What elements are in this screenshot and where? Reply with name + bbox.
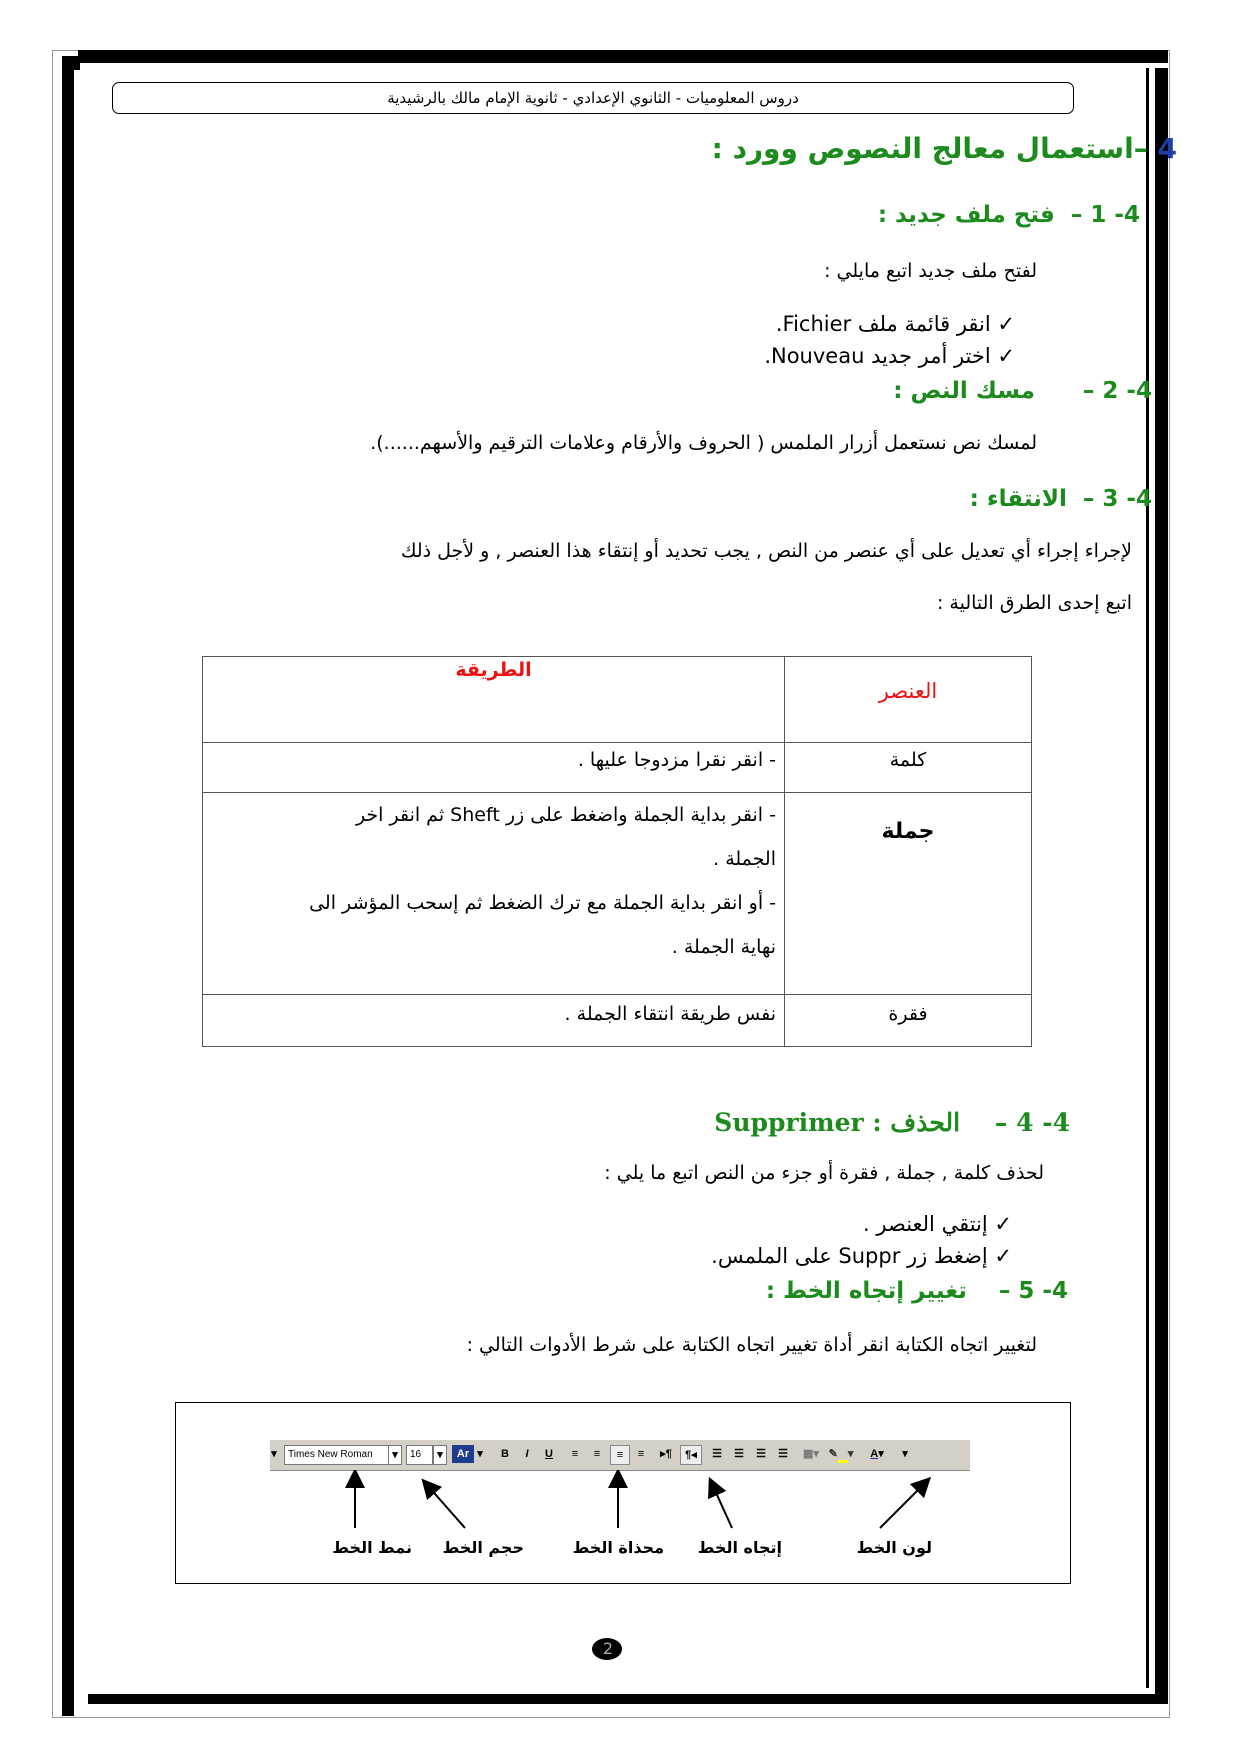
table-cell-method: نفس طريقة انتقاء الجملة . <box>203 995 785 1047</box>
table-row <box>203 793 1032 995</box>
bullets-icon[interactable]: ☰ <box>734 1448 744 1460</box>
label-font-color: لون الخط <box>856 1538 932 1557</box>
table-header-row <box>203 657 1032 743</box>
numbering-icon[interactable]: ☰ <box>712 1448 722 1460</box>
table-row <box>203 743 1032 793</box>
subsection-5-number: 4- 5 – <box>998 1278 1068 1304</box>
borders-icon[interactable]: ▦▾ <box>803 1448 819 1460</box>
font-color-icon[interactable]: A▾ <box>870 1448 884 1460</box>
subsection-5-title-text: تغيير إتجاه الخط : <box>765 1278 967 1304</box>
style-dropdown-icon[interactable]: ▾ <box>477 1448 483 1460</box>
formatting-toolbar <box>270 1440 970 1471</box>
table-cell-method <box>203 793 785 995</box>
page-header: دروس المعلوميات - الثانوي الإعدادي - ثانوية الإمام مالك بالرشيدية <box>112 82 1074 114</box>
subsection-1-title <box>878 202 1140 228</box>
frame-bottom-bar <box>88 1694 1168 1704</box>
toolbar-options-icon[interactable]: ▾ <box>902 1448 908 1460</box>
font-size-value: 16 <box>410 1449 422 1460</box>
header-method-label: الطريقة <box>455 659 532 681</box>
table-header-element <box>785 657 1032 743</box>
method-line: نهاية الجملة . <box>671 936 776 958</box>
section-dash: – <box>1133 132 1148 165</box>
table-cell-element: فقرة <box>785 995 1032 1047</box>
subsection-4-title <box>714 1108 1070 1137</box>
align-right-icon[interactable]: ≡ <box>610 1445 630 1465</box>
highlight-icon[interactable]: ✎ ▾ <box>826 1445 856 1463</box>
align-justify-icon[interactable]: ≡ <box>637 1448 645 1460</box>
subsection-4-intro: لحذف كلمة , جملة , فقرة أو جزء من النص اتبع ما يلي : <box>604 1162 1044 1184</box>
ltr-direction-icon[interactable]: ▸¶ <box>660 1448 672 1460</box>
font-name-value: Times New Roman <box>288 1449 373 1460</box>
rtl-direction-icon[interactable]: ¶◂ <box>680 1445 702 1465</box>
font-size-dropdown-icon[interactable]: ▾ <box>433 1445 447 1465</box>
frame-top-bar <box>78 50 1168 63</box>
subsection-2-title <box>893 378 1152 404</box>
check-item: ✓ انقر قائمة ملف Fichier. <box>775 312 1015 336</box>
font-size-select[interactable] <box>406 1445 433 1465</box>
subsection-3-title-text: الانتقاء : <box>969 486 1067 512</box>
italic-button[interactable]: I <box>525 1448 529 1460</box>
bold-button[interactable]: B <box>501 1448 509 1460</box>
font-name-select[interactable] <box>284 1445 389 1465</box>
check-item: ✓ إنتقي العنصر . <box>863 1212 1012 1236</box>
table-cell-element: كلمة <box>785 743 1032 793</box>
method-line: - أو انقر بداية الجملة مع ترك الضغط ثم إسحب المؤشر الى <box>309 892 776 914</box>
label-font-size: حجم الخط <box>442 1538 524 1557</box>
section-title <box>712 132 1177 165</box>
page-number: 2 <box>602 1639 614 1658</box>
label-alignment: محذاة الخط <box>572 1538 664 1557</box>
subsection-3-para2: اتبع إحدى الطرق التالية : <box>936 592 1132 614</box>
increase-indent-icon[interactable]: ☰ <box>778 1448 788 1460</box>
frame-right-bar <box>1155 68 1168 1704</box>
method-line: الجملة . <box>713 848 776 870</box>
method-line: - انقر بداية الجملة واضغط على زر Sheft ثم انقر اخر <box>355 804 776 826</box>
subsection-2-title-text: مسك النص : <box>893 378 1035 404</box>
align-left-icon[interactable]: ≡ <box>571 1448 579 1460</box>
arrow-direction <box>713 1486 732 1528</box>
section-number: 4 <box>1157 132 1177 165</box>
section-title-text: استعمال معالج النصوص وورد : <box>711 132 1134 165</box>
check-item: ✓ إضغط زر Suppr على الملمس. <box>711 1244 1012 1268</box>
underline-button[interactable]: U <box>545 1448 553 1460</box>
subsection-2-number: 4- 2 – <box>1082 378 1152 404</box>
style-button[interactable]: Ar <box>452 1445 474 1463</box>
subsection-5-title <box>766 1278 1068 1304</box>
toolbar-arrows <box>330 1470 950 1540</box>
subsection-3-title <box>970 486 1152 512</box>
subsection-3-para1: لإجراء إجراء أي تعديل على أي عنصر من النص , يجب تحديد أو إنتقاء هذا العنصر , و لأجل ذلك <box>400 540 1132 562</box>
arrow-color <box>880 1484 924 1528</box>
subsection-1-number: 4- 1 – <box>1070 202 1140 228</box>
table-cell-element: جملة <box>785 793 1032 995</box>
table-cell-method: - انقر نقرا مزدوجا عليها . <box>203 743 785 793</box>
align-center-icon[interactable]: ≡ <box>593 1448 601 1460</box>
subsection-3-number: 4- 3 – <box>1082 486 1152 512</box>
header-element-label: العنصر <box>878 679 938 703</box>
frame-right-inner-line <box>1146 68 1149 1688</box>
selection-methods-table <box>202 656 1032 1047</box>
subsection-1-intro: لفتح ملف جديد اتبع مايلي : <box>824 260 1037 282</box>
subsection-4-number: 4- 4 – <box>994 1108 1070 1137</box>
arrow-font-size <box>428 1486 465 1528</box>
decrease-indent-icon[interactable]: ☰ <box>756 1448 766 1460</box>
label-direction: إتجاه الخط <box>697 1538 782 1557</box>
subsection-5-intro: لتغيير اتجاه الكتابة انقر أداة تغيير اتجاه الكتابة على شرط الأدوات التالي : <box>466 1334 1037 1356</box>
toolbar-handle-icon[interactable]: ▾ <box>271 1448 277 1460</box>
check-item: ✓ اختر أمر جديد Nouveau. <box>764 344 1015 368</box>
font-name-dropdown-icon[interactable]: ▾ <box>388 1445 402 1465</box>
subsection-1-title-text: فتح ملف جديد : <box>877 202 1055 228</box>
table-header-method <box>203 657 785 743</box>
subsection-4-title-text: الحذف : Supprimer <box>714 1108 961 1137</box>
frame-left-bar <box>62 68 74 1716</box>
table-row <box>203 995 1032 1047</box>
subsection-2-text: لمسك نص نستعمل أزرار الملمس ( الحروف والأرقام وعلامات الترقيم والأسهم......). <box>370 432 1037 454</box>
label-font-style: نمط الخط <box>332 1538 412 1557</box>
